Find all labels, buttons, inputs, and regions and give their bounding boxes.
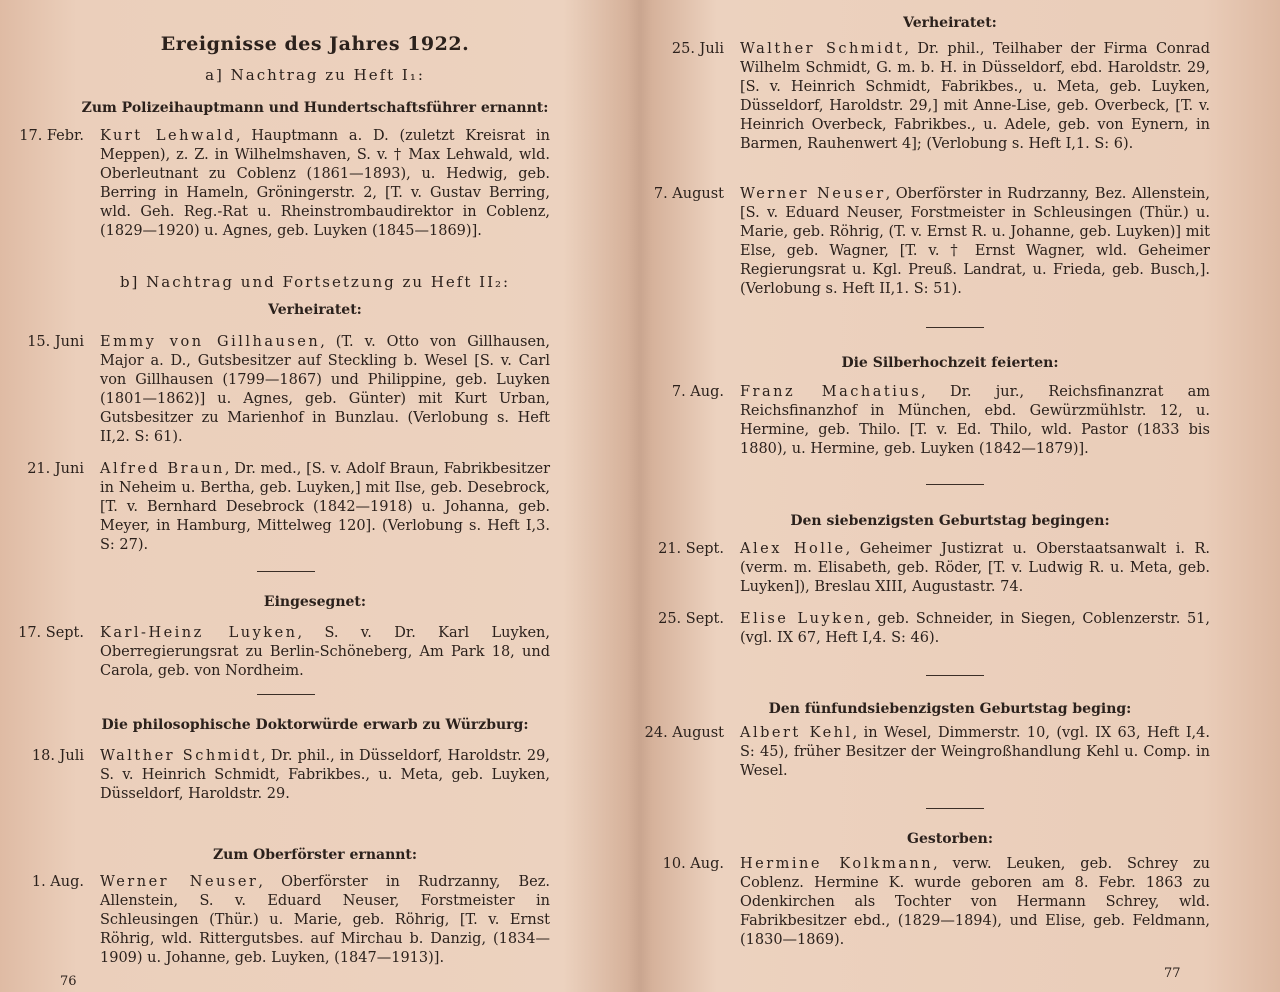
person-name: Alfred Braun: [100, 461, 225, 477]
heading-confirmed: Eingesegnet:: [263, 594, 367, 610]
entry-date: 25. Juli: [671, 41, 724, 57]
person-name: Franz Machatius: [740, 384, 922, 400]
entry-date: 21. Juni: [27, 461, 84, 477]
entry-text: [740, 724, 1210, 781]
entry-body: , S. v. Dr. Karl Luyken, Oberregierungsrat zu Berlin-Schöneberg, Am Park 18, und Carola, geb. von Nordheim.: [100, 625, 551, 679]
person-name: Walther Schmidt: [740, 41, 905, 57]
person-name: Werner Neuser: [100, 874, 259, 890]
entry-text: [100, 624, 550, 681]
entry-date: 1. Aug.: [31, 874, 84, 890]
person-name: Albert Kehl: [740, 725, 853, 741]
entry-body: , (T. v. Otto von Gillhausen, Major a. D., Gutsbesitzer auf Steckling b. Wesel [S. v. Carl von Gillhausen (1799—1867) und Philippine, geb. Luyken (1801—1862)] u. Agnes, geb. Günter) mit Kurt Urban, Gutsbesitzer zu Marienhof in Bunzlau. (Verlobung s. Heft II,2. S: 61).: [100, 334, 550, 445]
entry-date: 17. Sept.: [18, 625, 84, 641]
person-name: Alex Holle: [740, 541, 846, 557]
person-name: Hermine Kolkmann: [740, 856, 934, 872]
heading-silver-wedding: Die Silberhochzeit feierten:: [841, 355, 1059, 371]
section-subtitle-b: b] Nachtrag und Fortsetzung zu Heft II₂:: [119, 273, 511, 291]
entry-body: , Oberförster in Rudrzanny, Bez. Allenstein, [S. v. Eduard Neuser, Forstmeister in Schleusingen (Thür.) u. Marie, geb. Röhrig, (T. v. Ernst R. u. Johanne, geb. Luyken)] mit Else, geb. Wagner, [T. v. † Ernst Wagner, wld. Geheimer Regierungsrat u. Kgl. Preuß. Landrat, u. Frieda, geb. Busch,]. (Verlobung s. Heft II,1. S: 51).: [740, 186, 1210, 297]
heading-died: Gestorben:: [907, 831, 993, 847]
entry-date: 7. August: [653, 186, 724, 202]
section-divider: [926, 484, 984, 485]
entry-text: [100, 873, 550, 968]
entry-text: [740, 40, 1210, 154]
section-divider: [257, 694, 315, 695]
person-name: Karl-Heinz Luyken: [100, 625, 298, 641]
entry-text: [100, 127, 550, 241]
page-number: 76: [60, 974, 77, 989]
person-name: Elise Luyken: [740, 611, 867, 627]
left-page: [0, 0, 630, 992]
heading-doctorate: Die philosophische Doktorwürde erwarb zu Würzburg:: [101, 717, 529, 733]
entry-date: 24. August: [644, 725, 724, 741]
entry-body: , geb. Schneider, in Siegen, Coblenzerstr. 51, (vgl. IX 67, Heft I,4. S: 46).: [740, 611, 1211, 646]
entry-date: 18. Juli: [31, 748, 84, 764]
section-divider: [926, 327, 984, 328]
entry-body: , Dr. med., [S. v. Adolf Braun, Fabrikbesitzer in Neheim u. Bertha, geb. Luyken,] mit Ilse, geb. Desebrock, [T. v. Bernhard Desebrock (1842—1918) u. Johanna, geb. Meyer, in Hamburg, Mittelweg 120]. (Verlobung s. Heft I,3. S: 27).: [100, 461, 550, 553]
entry-text: [100, 333, 550, 447]
heading-70th-birthday: Den siebenzigsten Geburtstag begingen:: [790, 513, 1110, 529]
entry-date: 25. Sept.: [658, 611, 724, 627]
entry-text: [740, 540, 1210, 597]
section-divider: [926, 808, 984, 809]
entry-text: [100, 460, 550, 555]
entry-text: [740, 185, 1210, 299]
section-divider: [257, 571, 315, 572]
person-name: Werner Neuser: [740, 186, 886, 202]
heading-married: Verheiratet:: [903, 15, 997, 31]
heading-75th-birthday: Den fünfundsiebenzigsten Geburtstag beging:: [768, 701, 1132, 717]
entry-body: , Dr. phil., Teilhaber der Firma Conrad Wilhelm Schmidt, G. m. b. H. in Düsseldorf, ebd. Haroldstr. 29, [S. v. Heinrich Schmidt, Fabrikbes., u. Meta, geb. Luyken, Düsseldorf, Haroldstr. 29,] mit Anne-Lise, geb. Overbeck, [T. v. Heinrich Overbeck, Fabrikbes., u. Adele, geb. von Eynern, in Barmen, Rauhenwert 4]; (Verlobung s. Heft I,1. S: 6).: [740, 41, 1210, 152]
page-number: 77: [1164, 966, 1181, 981]
heading-married: Verheiratet:: [268, 302, 362, 318]
page-title: Ereignisse des Jahres 1922.: [160, 33, 470, 55]
entry-body: , Dr. phil., in Düsseldorf, Haroldstr. 29, S. v. Heinrich Schmidt, Fabrikbes., u. Meta, geb. Luyken, Düsseldorf, Haroldstr. 29.: [100, 748, 550, 802]
entry-date: 7. Aug.: [671, 384, 724, 400]
entry-body: , verw. Leuken, geb. Schrey zu Coblenz. Hermine K. wurde geboren am 8. Febr. 1863 zu Odenkirchen als Tochter von Hermann Schrey, wld. Fabrikbesitzer ebd., (1829—1894), und Elise, geb. Feldmann, (1830—1869).: [740, 856, 1210, 948]
entry-text: [740, 383, 1210, 459]
entry-body: , Oberförster in Rudrzanny, Bez. Allenstein, S. v. Eduard Neuser, Forstmeister in Schleusingen (Thür.) u. Marie, geb. Röhrig, [T. v. Ernst Röhrig, wld. Rittergutsbes. auf Mirchau b. Danzig, (1834—1909) u. Johanne, geb. Luyken, (1847—1913)].: [100, 874, 550, 966]
entry-body: , Hauptmann a. D. (zuletzt Kreisrat in Meppen), z. Z. in Wilhelmshaven, S. v. † Max Lehwald, wld. Oberleutnant zu Coblenz (1861—1893), u. Hedwig, geb. Berring in Hameln, Gröningerstr. 2, [T. v. Gustav Berring, wld. Geh. Reg.-Rat u. Rheinstrombaudirektor in Coblenz, (1829—1920) u. Agnes, geb. Luyken (1845—1869)].: [100, 128, 551, 239]
heading-police-captain: Zum Polizeihauptmann und Hundertschaftsführer ernannt:: [81, 100, 549, 116]
heading-forester: Zum Oberförster ernannt:: [212, 847, 418, 863]
entry-date: 15. Juni: [27, 334, 84, 350]
section-divider: [926, 675, 984, 676]
entry-body: , Geheimer Justizrat u. Oberstaatsanwalt i. R. (verm. m. Elisabeth, geb. Röder, [T. v. Ludwig R. u. Meta, geb. Luyken]), Breslau XIII, Augustastr. 74.: [740, 541, 1210, 595]
entry-text: [100, 747, 550, 804]
entry-date: 17. Febr.: [19, 128, 84, 144]
entry-text: [740, 855, 1210, 950]
entry-text: [740, 610, 1210, 648]
entry-body: , Dr. jur., Reichsfinanzrat am Reichsfinanzhof in München, ebd. Gewürzmühlstr. 12, u. Hermine, geb. Thilo. [T. v. Ed. Thilo, wld. Pastor (1833 bis 1880), u. Hermine, geb. Luyken (1842—1879)].: [740, 384, 1210, 457]
person-name: Walther Schmidt: [100, 748, 262, 764]
entry-date: 10. Aug.: [662, 856, 724, 872]
right-page: [640, 0, 1280, 992]
entry-date: 21. Sept.: [658, 541, 724, 557]
entry-body: , in Wesel, Dimmerstr. 10, (vgl. IX 63, Heft I,4. S: 45), früher Besitzer der Weingroßhandlung Kehl u. Comp. in Wesel.: [740, 725, 1210, 779]
section-subtitle-a: a] Nachtrag zu Heft I₁:: [205, 66, 425, 84]
person-name: Emmy von Gillhausen: [100, 334, 321, 350]
person-name: Kurt Lehwald: [100, 128, 236, 144]
